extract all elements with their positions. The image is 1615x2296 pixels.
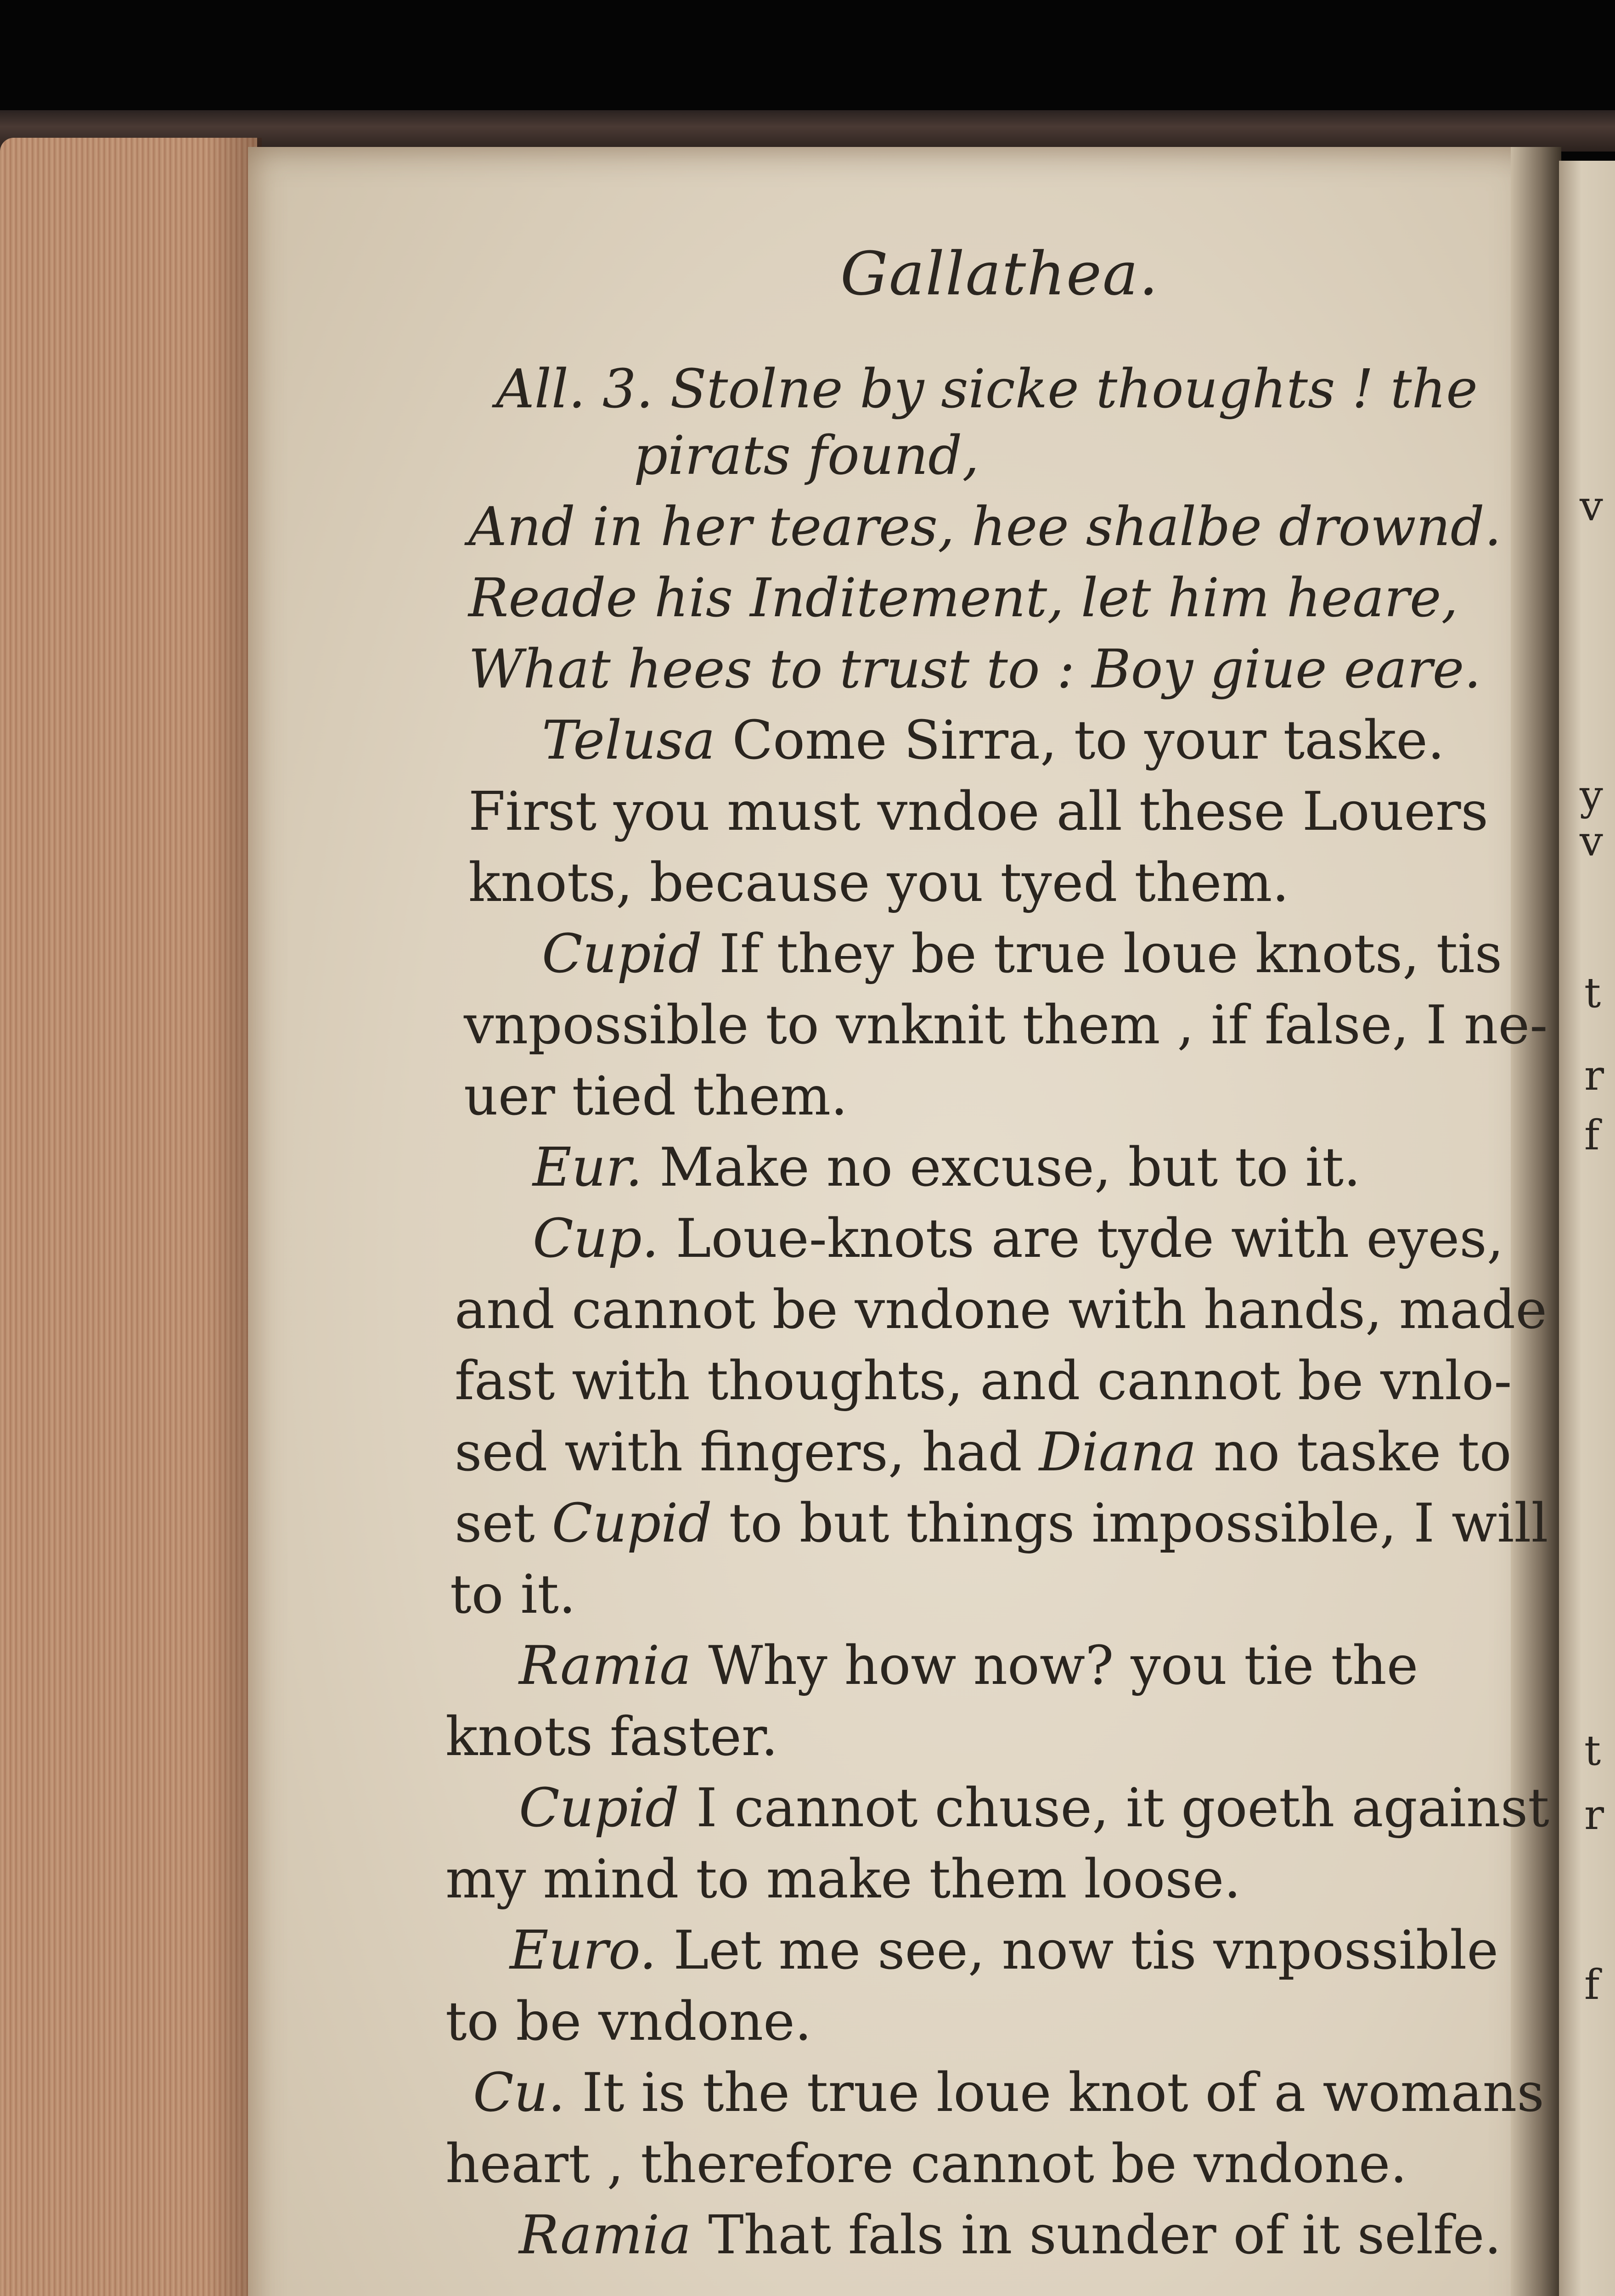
line-text: Come Sirra, to your taske. bbox=[732, 709, 1445, 771]
speaker-name: Ramia bbox=[519, 1635, 692, 1697]
facing-mark: v bbox=[1580, 817, 1603, 866]
book-gutter bbox=[1511, 147, 1561, 2296]
text-line: heart , therefore cannot be vndone. bbox=[445, 2133, 1407, 2195]
text-line bbox=[455, 1421, 1512, 1483]
facing-mark: r bbox=[1584, 1052, 1604, 1100]
facing-mark: t bbox=[1584, 969, 1601, 1017]
line-text: Why how now? you tie the bbox=[708, 1635, 1418, 1697]
text-line: knots faster. bbox=[445, 1706, 778, 1768]
speaker-name: Cupid bbox=[542, 923, 703, 985]
text-line: fast with thoughts, and cannot be vnlo- bbox=[455, 1350, 1512, 1412]
text-line: pirats found, bbox=[634, 425, 979, 487]
text-line: vnpossible to vnknit them , if false, I ne- bbox=[464, 994, 1548, 1056]
text-line bbox=[542, 923, 1502, 985]
speaker-name: Euro. bbox=[510, 1919, 657, 1981]
text-line bbox=[455, 1492, 1548, 1554]
speaker-name: Ramia bbox=[519, 2204, 692, 2266]
text-line: And in her teares, hee shalbe drownd. bbox=[468, 496, 1502, 558]
text-line: to be vndone. bbox=[445, 1991, 812, 2053]
line-text: I cannot chuse, it goeth against bbox=[696, 1777, 1549, 1839]
line-text: It is the true loue knot of a womans bbox=[582, 2062, 1544, 2124]
facing-mark: f bbox=[1584, 1111, 1600, 1159]
text-line: All. 3. Stolne by sicke thoughts ! the bbox=[496, 358, 1478, 420]
text-line: Reade his Inditement, let him heare, bbox=[468, 567, 1458, 629]
text-line: knots, because you tyed them. bbox=[468, 852, 1289, 914]
text-line bbox=[519, 2204, 1502, 2266]
line-text: Make no excuse, but to it. bbox=[659, 1137, 1361, 1199]
text-line bbox=[542, 709, 1445, 771]
line-text: Let me see, now tis vnpossible bbox=[673, 1919, 1498, 1981]
text-line: First you must vndoe all these Louers bbox=[468, 781, 1489, 843]
text-line bbox=[533, 1137, 1361, 1199]
text-line bbox=[519, 1635, 1418, 1697]
text-line bbox=[510, 1919, 1498, 1981]
text-line: my mind to make them loose. bbox=[445, 1848, 1241, 1910]
line-text: Loue-knots are tyde with eyes, bbox=[675, 1208, 1504, 1270]
facing-mark: f bbox=[1584, 1961, 1600, 2009]
speaker-name: Telusa bbox=[542, 709, 715, 771]
line-text: set bbox=[455, 1492, 535, 1554]
text-line: and cannot be vndone with hands, made bbox=[455, 1279, 1547, 1341]
running-head: Gallathea. bbox=[840, 239, 1159, 309]
line-text: If they be true loue knots, tis bbox=[719, 923, 1502, 985]
line-text: to but things impossible, I will bbox=[729, 1492, 1548, 1554]
facing-mark: y bbox=[1580, 771, 1603, 820]
text-line: to it. bbox=[450, 1564, 576, 1626]
text-line bbox=[519, 1777, 1549, 1839]
speaker-name: Eur. bbox=[533, 1137, 642, 1199]
text-line: uer tied them. bbox=[464, 1065, 848, 1127]
speaker-name: Cupid bbox=[519, 1777, 680, 1839]
text-line bbox=[473, 2062, 1544, 2124]
name-italic: Cupid bbox=[551, 1492, 712, 1554]
facing-mark: r bbox=[1584, 1791, 1604, 1839]
speaker-name: Cup. bbox=[533, 1208, 659, 1270]
line-text: That fals in sunder of it selfe. bbox=[708, 2204, 1502, 2266]
text-line bbox=[533, 1208, 1504, 1270]
facing-mark: t bbox=[1584, 1727, 1601, 1775]
line-text: no taske to bbox=[1213, 1421, 1512, 1483]
facing-mark: v bbox=[1580, 482, 1603, 530]
name-italic: Diana bbox=[1039, 1421, 1197, 1483]
text-line: What hees to trust to : Boy giue eare. bbox=[468, 638, 1481, 700]
line-text: sed with fingers, had bbox=[455, 1421, 1022, 1483]
speaker-name: Cu. bbox=[473, 2062, 565, 2124]
